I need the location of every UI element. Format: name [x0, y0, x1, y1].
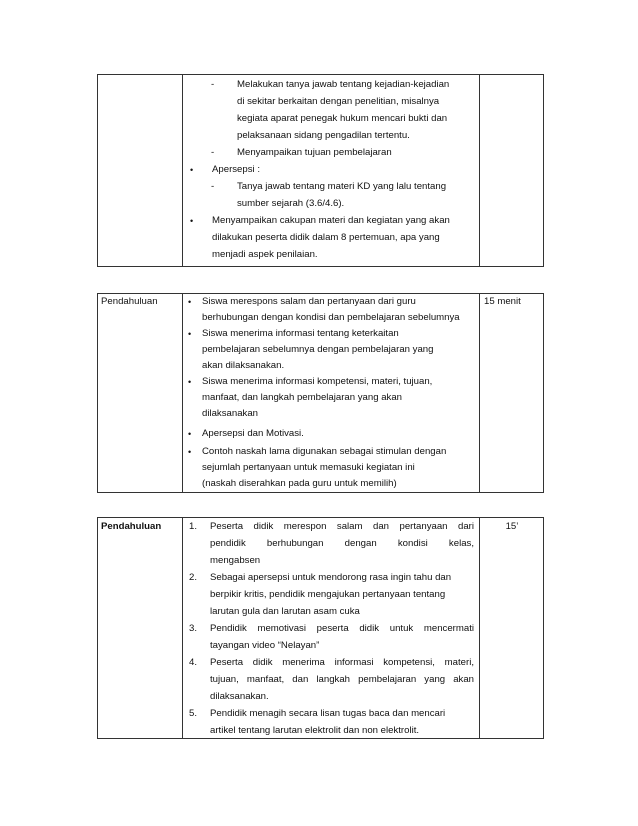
table-line: dilakukan peserta didik dalam 8 pertemuan, apa yang [212, 232, 440, 243]
column-divider [479, 518, 480, 738]
table-line: berpikir kritis, pendidik mengajukan pertanyaan tentang [210, 589, 446, 600]
column-divider [479, 75, 480, 266]
table-line: (naskah diserahkan pada guru untuk memilih) [202, 478, 397, 489]
table-line: Pendidik menagih secara lisan tugas baca dan mencari [210, 708, 446, 719]
dash-marker: - [211, 79, 215, 90]
table-line: berhubungan dengan kondisi dan pembelajaran sebelumnya [202, 312, 460, 323]
table-line: sumber sejarah (3.6/4.6). [237, 198, 345, 209]
bullet-marker: • [188, 429, 192, 439]
item-number: 1. [189, 521, 198, 532]
table-line: tayangan video “Nelayan” [210, 640, 320, 651]
table-1 [97, 74, 544, 267]
table-line: larutan gula dan larutan asam cuka [210, 606, 360, 617]
item-number: 4. [189, 657, 198, 668]
table-line: dilaksanakan. [210, 691, 269, 702]
table-2 [97, 293, 544, 493]
table-3 [97, 517, 544, 739]
table-line: mengabsen [210, 555, 261, 566]
bullet-marker: • [190, 216, 194, 226]
bullet-marker: • [188, 329, 192, 339]
table-line: Contoh naskah lama digunakan sebagai stimulan dengan [202, 446, 447, 457]
dash-marker: - [211, 181, 215, 192]
table-line: Melakukan tanya jawab tentang kejadian-kejadian [237, 79, 450, 90]
table-line: Menyampaikan tujuan pembelajaran [237, 147, 392, 158]
table-line: di sekitar berkaitan dengan penelitian, misalnya [237, 96, 440, 107]
table-line: menjadi aspek penilaian. [212, 249, 318, 260]
table-line: pendidik berhubungan dengan kondisi kelas, [210, 538, 474, 549]
table-line: Apersepsi dan Motivasi. [202, 428, 304, 439]
phase-label: Pendahuluan [101, 296, 158, 307]
table-line: Peserta didik merespon salam dan pertanyaan dari [210, 521, 474, 532]
column-divider [479, 294, 480, 492]
bullet-marker: • [188, 447, 192, 457]
table-line: Siswa menerima informasi kompetensi, materi, tujuan, [202, 376, 433, 387]
bullet-marker: • [188, 377, 192, 387]
phase-label: Pendahuluan [101, 521, 162, 532]
item-number: 2. [189, 572, 198, 583]
table-line: Menyampaikan cakupan materi dan kegiatan yang akan [212, 215, 450, 226]
table-line: Siswa menerima informasi tentang keterkaitan [202, 328, 399, 339]
time-label: 15 menit [484, 296, 521, 307]
table-line: sejumlah pertanyaan untuk memasuki kegiatan ini [202, 462, 415, 473]
item-number: 3. [189, 623, 198, 634]
column-divider [182, 75, 183, 266]
dash-marker: - [211, 147, 215, 158]
table-line: Sebagai apersepsi untuk mendorong rasa ingin tahu dan [210, 572, 452, 583]
table-line: Siswa merespons salam dan pertanyaan dari guru [202, 296, 416, 307]
column-divider [182, 518, 183, 738]
table-line: dilaksanakan [202, 408, 259, 419]
table-line: pelaksanaan sidang pengadilan tertentu. [237, 130, 410, 141]
column-divider [182, 294, 183, 492]
table-line: Pendidik memotivasi peserta didik untuk mencermati [210, 623, 474, 634]
table-line: Apersepsi : [212, 164, 260, 175]
bullet-marker: • [188, 297, 192, 307]
table-line: artikel tentang larutan elektrolit dan non elektrolit. [210, 725, 420, 736]
time-label: 15’ [505, 521, 519, 532]
table-line: akan dilaksanakan. [202, 360, 285, 371]
item-number: 5. [189, 708, 198, 719]
table-line: Tanya jawab tentang materi KD yang lalu tentang [237, 181, 447, 192]
table-line: kegiata aparat penegak hukum mencari bukti dan [237, 113, 448, 124]
table-line: manfaat, dan langkah pembelajaran yang akan [202, 392, 403, 403]
table-line: pembelajaran sebelumnya dengan pembelajaran yang [202, 344, 434, 355]
table-line: tujuan, manfaat, dan langkah pembelajaran yang akan [210, 674, 474, 685]
table-line: Peserta didik menerima informasi kompetensi, materi, [210, 657, 474, 668]
bullet-marker: • [190, 165, 194, 175]
